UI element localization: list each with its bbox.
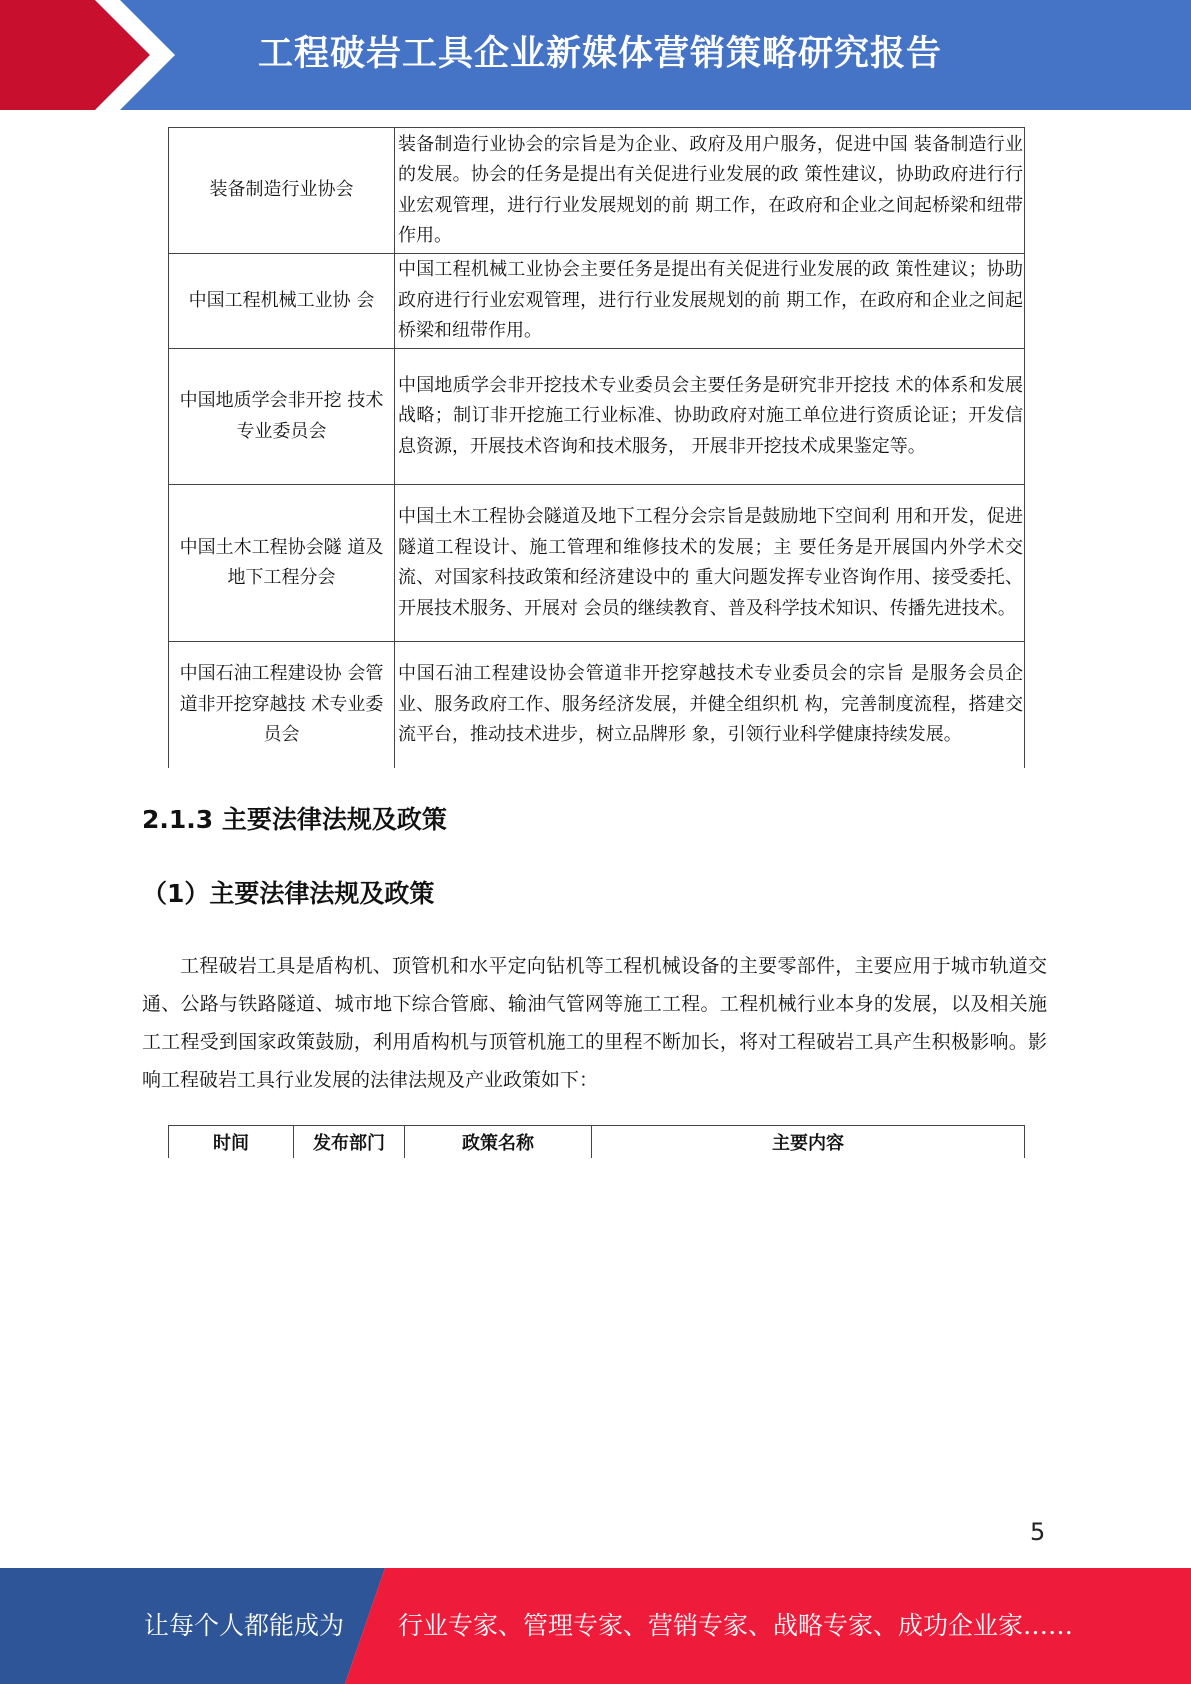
footer-slogan-left: 让每个人都能成为 — [144, 1611, 345, 1640]
table-row — [169, 485, 1025, 642]
association-name: 中国石油工程建设协 会管道非开挖穿越技 术专业委员会 — [169, 642, 395, 768]
table-row — [169, 349, 1025, 485]
association-name: 装备制造行业协会 — [169, 128, 395, 254]
table-row — [169, 254, 1025, 349]
table-row — [169, 128, 1025, 254]
table-row — [169, 642, 1025, 768]
page-footer — [0, 1568, 1191, 1684]
report-title: 工程破岩工具企业新媒体营销策略研究报告 — [258, 34, 943, 74]
association-description: 装备制造行业协会的宗旨是为企业、政府及用户服务，促进中国 装备制造行业的发展。协会的任务是提出有关促进行业发展的政 策性建议，协助政府进行行业宏观管理，进行行业发展规划的前 期工作，在政府和企业之间起桥梁和纽带作用。 — [395, 128, 1025, 254]
association-name: 中国地质学会非开挖 技术专业委员会 — [169, 349, 395, 485]
association-description: 中国工程机械工业协会主要任务是提出有关促进行业发展的政 策性建议；协助政府进行行业宏观管理，进行行业发展规划的前 期工作，在政府和企业之间起桥梁和纽带作用。 — [395, 254, 1025, 349]
association-name: 中国土木工程协会隧 道及地下工程分会 — [169, 485, 395, 642]
association-description: 中国土木工程协会隧道及地下工程分会宗旨是鼓励地下空间利 用和开发，促进隧道工程设计、施工管理和维修技术的发展；主 要任务是开展国内外学术交流、对国家科技政策和经济建设中的 重大问题发挥专业咨询作用、接受委托、开展技术服务、开展对 会员的继续教育、普及科学技术知识、传播先进技术。 — [395, 485, 1025, 642]
subsection-heading: （1）主要法律法规及政策 — [142, 879, 435, 908]
section-heading: 2.1.3 主要法律法规及政策 — [142, 805, 447, 834]
association-description: 中国地质学会非开挖技术专业委员会主要任务是研究非开挖技 术的体系和发展战略；制订非开挖施工行业标准、协助政府对施工单位进行资质论证；开发信息资源，开展技术咨询和技术服务， 开展非开挖技术成果鉴定等。 — [395, 349, 1025, 485]
column-header-content: 主要内容 — [592, 1126, 1025, 1159]
footer-slogan-right: 行业专家、管理专家、营销专家、战略专家、成功企业家…… — [398, 1611, 1074, 1640]
policy-table — [168, 1125, 1025, 1158]
associations-table — [168, 127, 1025, 768]
association-description: 中国石油工程建设协会管道非开挖穿越技术专业委员会的宗旨 是服务会员企业、服务政府工作、服务经济发展，并健全组织机 构，完善制度流程，搭建交流平台，推动技术进步，树立品牌形 象，引领行业科学健康持续发展。 — [395, 642, 1025, 768]
association-name: 中国工程机械工业协 会 — [169, 254, 395, 349]
page-header — [0, 0, 1191, 110]
table-header-row — [169, 1126, 1025, 1159]
body-paragraph: 工程破岩工具是盾构机、顶管机和水平定向钻机等工程机械设备的主要零部件，主要应用于城市轨道交通、公路与铁路隧道、城市地下综合管廊、输油气管网等施工工程。工程机械行业本身的发展，以及相关施工工程受到国家政策鼓励，利用盾构机与顶管机施工的里程不断加长，将对工程破岩工具产生积极影响。影响工程破岩工具行业发展的法律法规及产业政策如下： — [142, 955, 1047, 1091]
column-header-time: 时间 — [169, 1126, 294, 1159]
page-number: 5 — [1030, 1518, 1046, 1546]
column-header-policy-name: 政策名称 — [405, 1126, 592, 1159]
column-header-department: 发布部门 — [294, 1126, 405, 1159]
